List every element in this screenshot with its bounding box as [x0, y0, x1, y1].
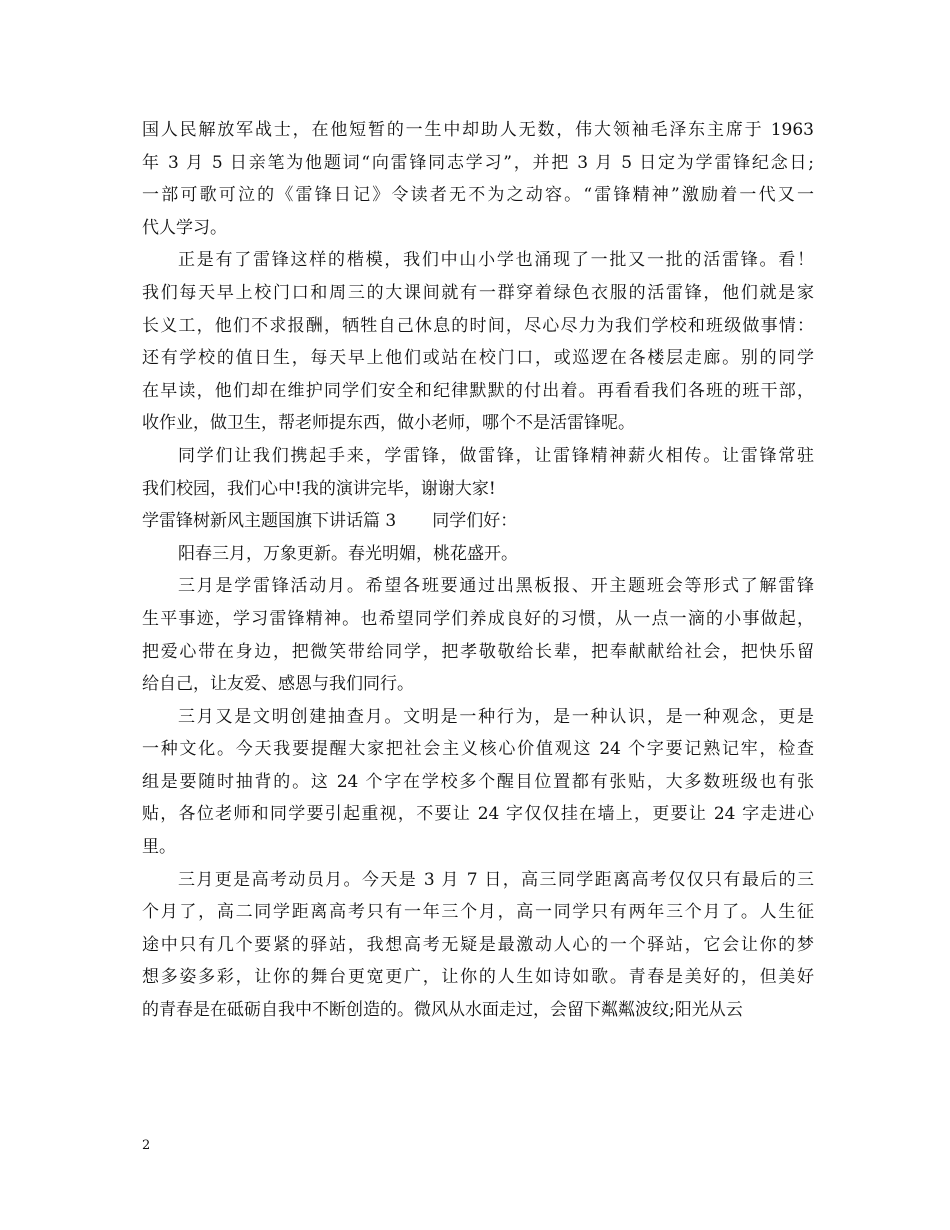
paragraph-line: 正是有了雷锋这样的楷模，我们中山小学也涌现了一批又一批的活雷锋。看！	[178, 250, 814, 271]
paragraph-line: 三月更是高考动员月。今天是 3 月 7 日，高三同学距离高考仅仅只有最后的三	[178, 869, 814, 890]
paragraph-line: 一种文化。今天我要提醒大家把社会主义核心价值观这 24 个字要记熟记牢，检查	[142, 739, 814, 760]
paragraph-line: 的青春是在砥砺自我中不断创造的。微风从水面走过，会留下粼粼波纹;阳光从云	[142, 1000, 743, 1021]
greeting: 同学们好：	[432, 511, 518, 532]
paragraph-line: 一部可歌可泣的《雷锋日记》令读者无不为之动容。“雷锋精神”激励着一代又一	[142, 185, 814, 206]
paragraph-line: 贴，各位老师和同学要引起重视，不要让 24 字仅仅挂在墙上，更要让 24 字走进心	[142, 804, 814, 825]
paragraph-line: 组是要随时抽背的。这 24 个字在学校多个醒目位置都有张贴，大多数班级也有张	[142, 771, 814, 792]
section-heading	[142, 505, 814, 538]
paragraph-line: 把爱心带在身边，把微笑带给同学，把孝敬敬给长辈，把奉献献给社会，把快乐留	[142, 641, 814, 662]
paragraph-line: 同学们让我们携起手来，学雷锋，做雷锋，让雷锋精神薪火相传。让雷锋常驻	[178, 445, 814, 466]
paragraph-line: 阳春三月，万象更新。春光明媚，桃花盛开。	[178, 543, 518, 564]
paragraph-line: 收作业，做卫生，帮老师提东西，做小老师，哪个不是活雷锋呢。	[142, 413, 635, 434]
paragraph-line: 个月了，高二同学距离高考只有一年三个月，高一同学只有两年三个月了。人生征	[142, 902, 814, 923]
paragraph-line: 生平事迹，学习雷锋精神。也希望同学们养成良好的习惯，从一点一滴的小事做起，	[142, 608, 814, 629]
paragraph-line: 我们校园，我们心中!我的演讲完毕，谢谢大家!	[142, 478, 496, 499]
paragraph-line: 里。	[142, 837, 176, 858]
paragraph-line: 给自己，让友爱、感恩与我们同行。	[142, 674, 414, 695]
page-number: 2	[142, 1138, 151, 1153]
paragraph-line: 长义工，他们不求报酬，牺牲自己休息的时间，尽心尽力为我们学校和班级做事情：	[142, 315, 814, 336]
paragraph-line: 年 3 月 5 日亲笔为他题词“向雷锋同志学习”，并把 3 月 5 日定为学雷锋纪念日;	[142, 152, 814, 173]
paragraph-line: 在早读，他们却在维护同学们安全和纪律默默的付出着。再看看我们各班的班干部，	[142, 380, 814, 401]
paragraph-line: 还有学校的值日生，每天早上他们或站在校门口，或巡逻在各楼层走廊。别的同学	[142, 348, 814, 369]
paragraph-line: 国人民解放军战士，在他短暂的一生中却助人无数，伟大领袖毛泽东主席于 1963	[142, 120, 814, 140]
paragraph-line: 三月又是文明创建抽查月。文明是一种行为，是一种认识，是一种观念，更是	[178, 706, 814, 727]
document-body	[142, 114, 814, 1027]
paragraph-line: 代人学习。	[142, 217, 227, 238]
paragraph-line: 途中只有几个要紧的驿站，我想高考无疑是最激动人心的一个驿站，它会让你的梦	[142, 934, 814, 955]
paragraph-line: 三月是学雷锋活动月。希望各班要通过出黑板报、开主题班会等形式了解雷锋	[178, 576, 814, 597]
section-title: 学雷锋树新风主题国旗下讲话篇 3	[142, 511, 397, 532]
paragraph-line: 想多姿多彩，让你的舞台更宽更广，让你的人生如诗如歌。青春是美好的，但美好	[142, 967, 814, 988]
paragraph-line: 我们每天早上校门口和周三的大课间就有一群穿着绿色衣服的活雷锋，他们就是家	[142, 282, 814, 303]
